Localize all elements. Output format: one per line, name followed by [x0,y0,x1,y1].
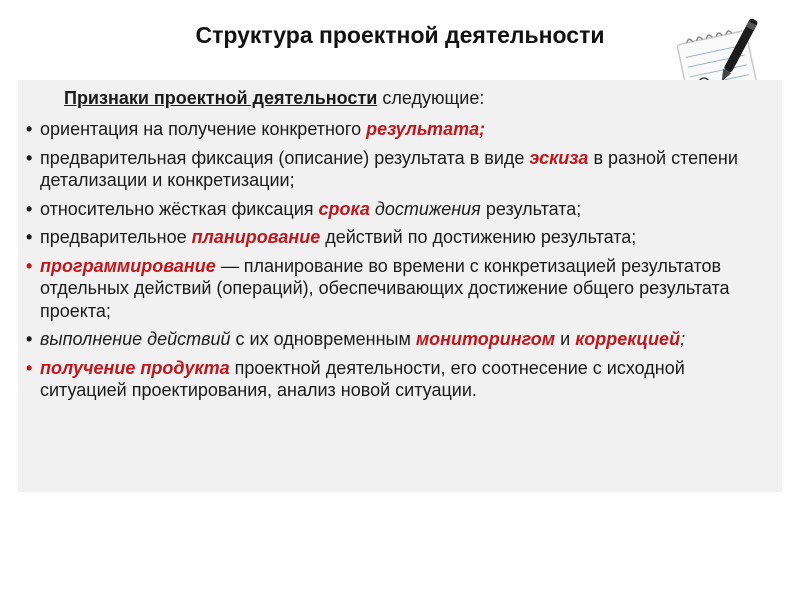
item-text: действий по достижению результата; [320,227,637,247]
item-highlight: результата [366,119,480,139]
list-item [24,147,776,192]
item-highlight: срока [318,198,370,219]
bullet: • [26,119,33,139]
bullet: • [26,329,33,349]
list-item [24,118,776,141]
item-text: относительно жёсткая фиксация [40,198,319,219]
item-highlight: получение продукта [40,357,230,378]
item-text: — планирование во времени с конкретизацией результатов отдельных действий (операций), обеспечивающих достижение общего результата проекта; [40,255,730,321]
item-punct: ; [479,119,486,139]
list-item [24,328,776,351]
item-text: с их одновременным [230,329,416,349]
item-punct: ; [680,329,686,349]
bullet: • [26,198,33,219]
item-text: предварительная фиксация (описание) результата в виде [40,147,530,168]
item-text: в разной степени детализации и конкретизации; [40,147,738,190]
item-text: результата; [480,198,582,219]
page-title: Структура проектной деятельности [195,22,605,48]
item-highlight: программирование [40,255,216,276]
content-panel [18,80,782,492]
item-highlight: коррекцией [575,329,681,349]
intro-heading: Признаки проектной деятельности [64,88,378,108]
bullet: • [26,227,33,247]
list-item [24,357,776,402]
item-italic: достижения [369,198,481,219]
feature-list [24,118,776,402]
list-item [24,226,776,249]
item-text: предварительное [40,227,192,247]
intro-rest: следующие: [377,88,485,108]
list-item [24,198,776,221]
list-item [24,255,776,323]
item-text: проектной деятельности, его соотнесение с исходной ситуацией проектирования, анализ новой ситуации. [40,357,685,400]
bullet: • [26,255,33,276]
bullet: • [26,357,33,378]
item-highlight: планирование [191,227,321,247]
intro-line [64,86,776,110]
bullet: • [26,147,33,168]
item-highlight: мониторингом [415,329,556,349]
item-text: ориентация на получение конкретного [40,119,367,139]
item-highlight: эскиза [529,147,589,168]
item-text: и [555,329,576,349]
item-italic: выполнение действий [40,329,231,349]
